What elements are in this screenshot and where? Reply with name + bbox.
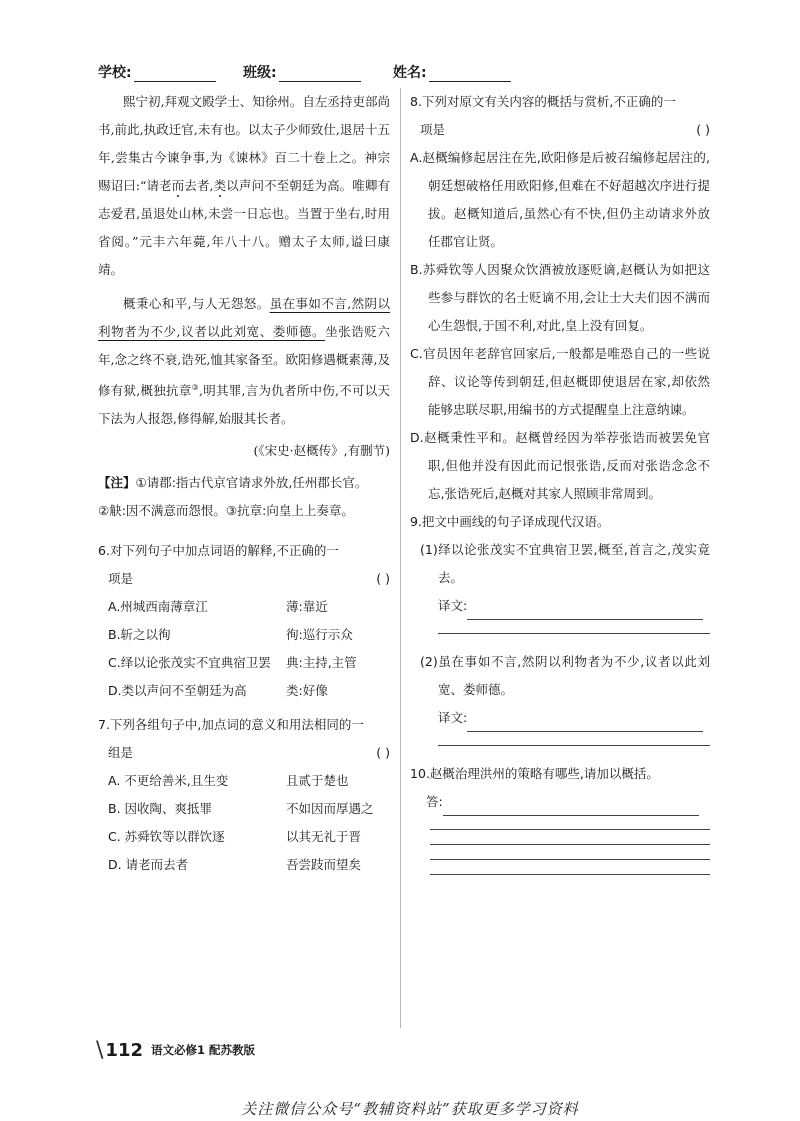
q7-option-b[interactable]: B. 因收陶、爽抵罪 不如因而厚遇之 bbox=[108, 801, 374, 817]
note-marker: ③ bbox=[191, 383, 199, 392]
q9-sentence-2: (2)虽在事如不言,然阴以利物者为不少,议者以此刘宽、娄师德。 bbox=[420, 654, 710, 697]
q10-stem: 10.赵概治理洪州的策略有哪些,请加以概括。 bbox=[410, 766, 659, 781]
book-title: 语文必修1 配苏教版 bbox=[151, 1043, 256, 1057]
class-blank[interactable] bbox=[279, 67, 361, 82]
q6-answer-paren[interactable]: ( ) bbox=[376, 571, 390, 587]
dotted-word-lei: 类 bbox=[213, 178, 227, 193]
q6-option-d[interactable]: D.类以声问不至朝廷为高 类:好像 bbox=[108, 683, 328, 699]
q9-answer-line-4[interactable] bbox=[438, 745, 710, 746]
footer-slash: \ bbox=[96, 1037, 104, 1063]
passage-source: (《宋史·赵概传》,有删节) bbox=[253, 443, 390, 459]
q8-option-a[interactable]: A.赵概编修起居注在先,欧阳修是后被召编修起居注的,朝廷想破格任用欧阳修,但难在不好超越次序进行提拔。赵概知道后,虽然心有不快,但仍主动请求外放任郡官让贤。 bbox=[410, 150, 710, 249]
q8-option-c[interactable]: C.官员因年老辞官回家后,一般都是唯恐自己的一些说辞、议论等传到朝廷,但赵概即使退居在家,却依然能够忠联尽职,用编书的方式提醒皇上注意纳谏。 bbox=[410, 346, 710, 417]
class-field[interactable]: 班级: bbox=[243, 62, 361, 82]
q9-sentence-1: (1)绎以论张茂实不宜典宿卫罢,概至,首言之,茂实竟去。 bbox=[420, 542, 710, 585]
q9-stem: 9.把文中画线的句子译成现代汉语。 bbox=[410, 514, 610, 529]
q6-option-a[interactable]: A.州城西南薄章江 薄:靠近 bbox=[108, 599, 328, 615]
q10-answer-line-1[interactable] bbox=[443, 801, 699, 816]
q10-answer-line-2[interactable] bbox=[430, 829, 710, 830]
dotted-word-er: 而 bbox=[171, 178, 185, 193]
q6-option-c[interactable]: C.绎以论张茂实不宜典宿卫罢 典:主持,主管 bbox=[108, 655, 357, 671]
q7-option-c[interactable]: C. 苏舜钦等以群饮逐 以其无礼于晋 bbox=[108, 829, 362, 845]
underlined-sentence: 虽在事如不言,然阴以利物者为不少,议者以此刘宽、娄师德。 bbox=[98, 296, 390, 339]
q9-translation-1[interactable]: 译文: bbox=[410, 592, 710, 620]
q10-answer-line-4[interactable] bbox=[430, 859, 710, 860]
q8-option-b[interactable]: B.苏舜钦等人因聚众饮酒被放逐贬谪,赵概认为如把这些参与群饮的名士贬谪不用,会让士大夫们因不满而心生怨恨,于国不利,对此,皇上没有回复。 bbox=[410, 262, 710, 333]
q6-stem: 6.对下列句子中加点词语的解释,不正确的一 bbox=[98, 543, 339, 559]
q9-answer-line-1[interactable] bbox=[467, 605, 703, 620]
q6-stem-2: 项是 ( ) bbox=[98, 565, 390, 593]
q7-option-a[interactable]: A. 不更给善米,且生变 且贰于楚也 bbox=[108, 773, 349, 789]
notes-label: 【注】 bbox=[98, 475, 136, 491]
q8-stem: 8.下列对原文有关内容的概括与赏析,不正确的一 bbox=[410, 94, 676, 109]
q10-answer-line-5[interactable] bbox=[430, 874, 710, 875]
notes-line-2: ②觖:因不满意而怨恨。③抗章:向皇上上奏章。 bbox=[98, 503, 354, 519]
q7-option-d[interactable]: D. 请老而去者 吾尝跂而望矣 bbox=[108, 857, 362, 873]
left-column bbox=[98, 88, 390, 879]
name-field[interactable]: 姓名: bbox=[393, 62, 511, 82]
passage-paragraph-1: 熙宁初,拜观文殿学士、知徐州。自左丞持吏部尚书,前此,执政迁官,未有也。以太子少师致仕,退居十五年,尝集古今谏争事,为《谏林》百二十卷上之。神宗赐诏曰:“请老而去者,类以声问不至朝廷为高。唯卿有志爱君,虽退处山林,未尝一日忘也。当置于坐右,时用省阅。”元丰六年薨,年八十八。赠太子太师,谥曰康靖。 bbox=[98, 94, 390, 277]
right-column bbox=[410, 88, 710, 889]
name-blank[interactable] bbox=[429, 67, 511, 82]
student-info-header bbox=[98, 62, 718, 86]
q9-answer-line-3[interactable] bbox=[467, 717, 703, 732]
q6-option-b[interactable]: B.斩之以徇 徇:巡行示众 bbox=[108, 627, 353, 643]
school-blank[interactable] bbox=[134, 67, 216, 82]
column-divider bbox=[400, 88, 401, 1028]
q8-option-d[interactable]: D.赵概秉性平和。赵概曾经因为举荐张诰而被罢免官职,但他并没有因此而记恨张诰,反而对张诰念念不忘,张诰死后,赵概对其家人照顾非常周到。 bbox=[410, 430, 710, 501]
page-footer bbox=[96, 1038, 255, 1062]
handwritten-note: 关注微信公众号“教辅资料站”获取更多学习资料 bbox=[241, 1100, 579, 1118]
school-field[interactable]: 学校: bbox=[98, 62, 216, 82]
q7-answer-paren[interactable]: ( ) bbox=[376, 745, 390, 761]
q7-stem-2: 组是 ( ) bbox=[98, 739, 390, 767]
q7-stem: 7.下列各组句子中,加点词的意义和用法相同的一 bbox=[98, 717, 364, 733]
notes-line-1: 【注】①请郡:指古代京官请求外放,任州郡长官。 bbox=[98, 475, 368, 491]
q10-answer-line-3[interactable] bbox=[430, 844, 710, 845]
passage-paragraph-2: 概秉心和平,与人无怨怒。虽在事如不言,然阴以利物者为不少,议者以此刘宽、娄师德。坐张诰贬六年,念之终不衰,诰死,恤其家备至。欧阳修遇概素薄,及修有狱,概独抗章③,明其罪,言为仇者所中伤,不可以天下法为人报怨,修得解,始服其长者。 bbox=[98, 296, 390, 427]
q9-answer-line-2[interactable] bbox=[438, 633, 710, 634]
q8-stem-2: 项是 ( ) bbox=[410, 116, 710, 144]
page-number: 112 bbox=[105, 1039, 143, 1061]
q8-answer-paren[interactable]: ( ) bbox=[696, 122, 710, 137]
q10-answer[interactable]: 答: bbox=[410, 788, 710, 816]
q9-translation-2[interactable]: 译文: bbox=[410, 704, 710, 732]
